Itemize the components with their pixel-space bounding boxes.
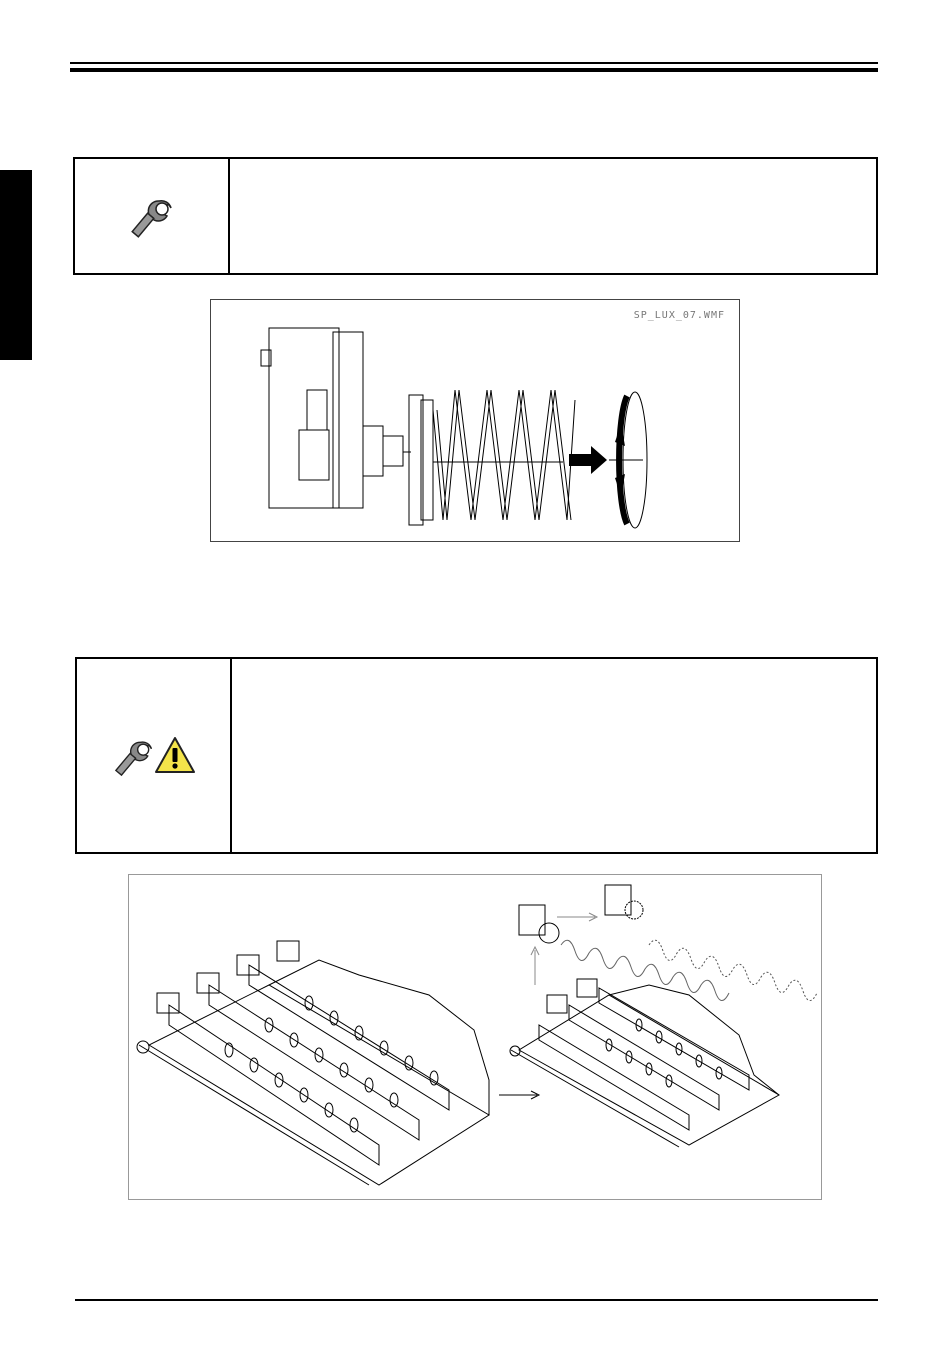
footer-rule (75, 1299, 878, 1301)
note-box-2 (75, 657, 878, 854)
spring-motor-drawing (211, 300, 739, 541)
warning-icon (153, 735, 197, 775)
note-box-2-icon-cell (77, 659, 232, 852)
note-box-1 (73, 157, 878, 275)
section-side-tab (0, 170, 32, 360)
wrench-icon (127, 193, 177, 241)
figure-1-label: SP_LUX_07.WMF (633, 310, 725, 321)
figure-tray-assembly (128, 874, 822, 1200)
header-rule-thin (70, 62, 878, 64)
header-rule-thick (70, 68, 878, 72)
wrench-icon (111, 735, 157, 779)
note-box-1-icon-cell (75, 159, 230, 273)
figure-spring-motor (210, 299, 740, 542)
tray-assembly-drawing (129, 875, 821, 1199)
